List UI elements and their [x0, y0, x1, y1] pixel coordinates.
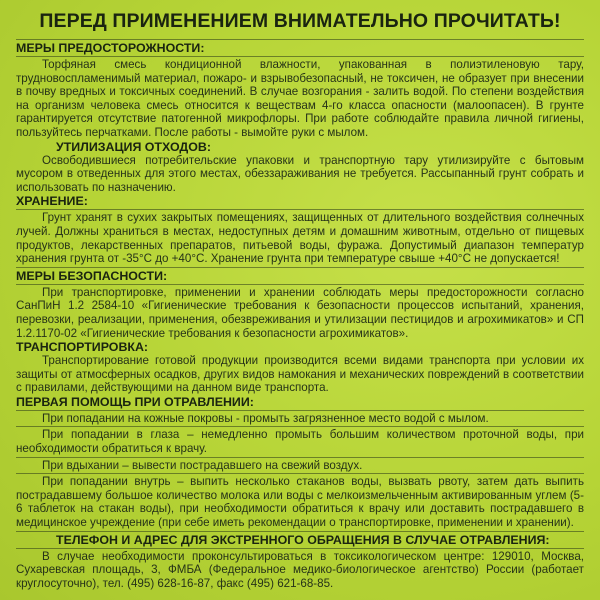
- divider: [16, 39, 584, 40]
- emergency-heading: ТЕЛЕФОН И АДРЕС ДЛЯ ЭКСТРЕННОГО ОБРАЩЕНИЯ В СЛУЧАЕ ОТРАВЛЕНИЯ:: [56, 532, 550, 547]
- divider: [16, 56, 584, 57]
- storage-text: Грунт хранят в сухих закрытых помещениях, защищенных от длительного воздействия солнечных лучей. Должны храниться в местах, недоступных детям и домашним животным, отдельно от пищевых продуктов, лекарственных препаратов, питьевой воды, фуража. Допустимый диапазон температур хранения грунта от -35°С до +40°С. Хранение грунта при температуре свыше +40°С не допускается!: [16, 211, 584, 266]
- page-title: ПЕРЕД ПРИМЕНЕНИЕМ ВНИМАТЕЛЬНО ПРОЧИТАТЬ!: [39, 10, 561, 32]
- safety-heading: МЕРЫ БЕЗОПАСНОСТИ:: [16, 268, 168, 283]
- emergency-text: В случае необходимости проконсультироваться в токсикологическом центре: 129010, Москва, Сухаревская площадь, 3, ФМБА (Федеральное медико-биологическое агентство) России (работает круглосуточно), тел. (495) 628-16-87, факс (495) 621-68-85.: [16, 549, 584, 590]
- section-first-aid: [16, 395, 584, 530]
- section-disposal: [16, 140, 584, 195]
- section-safety: [16, 267, 584, 340]
- divider: [16, 426, 584, 427]
- first-aid-heading: ПЕРВАЯ ПОМОЩЬ ПРИ ОТРАВЛЕНИИ:: [16, 394, 254, 409]
- divider: [16, 457, 584, 458]
- transport-text: Транспортирование готовой продукции производится всеми видами транспорта при условии их защиты от атмосферных осадков, других видов намокания и механических повреждений в соответствии с правилами, действующими на данном виде транспорта.: [16, 354, 584, 395]
- first-aid-ingest: При попадании внутрь – выпить несколько стаканов воды, вызвать рвоту, затем дать выпить пострадавшему большое количество молока или воды с мелкоизмельченным активированным углем (5-6 таблеток на стакан воды), при необходимости обратиться к врачу или доставить пострадавшего в медицинское учреждение (при себе иметь рекомендации о транспортировке, применении и хранении).: [16, 475, 584, 530]
- section-storage: [16, 194, 584, 265]
- section-transport: [16, 340, 584, 395]
- disposal-heading: УТИЛИЗАЦИЯ ОТХОДОВ:: [56, 139, 211, 154]
- divider: [16, 410, 584, 411]
- divider: [16, 531, 584, 532]
- safety-text: При транспортировке, применении и хранении соблюдать меры предосторожности согласно СанПиН 1.2 2584-10 «Гигиенические требования к безопасности процессов испытаний, хранения, перевозки, реализации, применения, обезвреживания и утилизации пестицидов и агрохимикатов» и СП 1.2.1170-02 «Гигиенические требования к безопасности агрохимикатов».: [16, 285, 584, 340]
- divider: [16, 473, 584, 474]
- section-precautions: [16, 39, 584, 140]
- precautions-text: Торфяная смесь кондиционной влажности, упакованная в полиэтиленовую тару, трудновоспламенимый материал, пожаро- и взрывобезопасный, не токсичен, не образует при внесении в почву вредных и токсичных соединений. В случае возгорания - залить водой. По степени воздействия на организм человека смесь относится к веществам 4-го класса опасности (малоопасен). В грунте гарантируется отсутствие патогенной микрофлоры. При работе соблюдайте правила личной гигиены, пользуйтесь перчатками. После работы - вымойте руки с мылом.: [16, 58, 584, 139]
- transport-heading: ТРАНСПОРТИРОВКА:: [16, 340, 149, 355]
- precautions-heading: МЕРЫ ПРЕДОСТОРОЖНОСТИ:: [16, 41, 205, 55]
- first-aid-inhale: При вдыхании – вывести пострадавшего на свежий воздух.: [42, 458, 363, 472]
- first-aid-eyes: При попадании в глаза – немедленно промыть большим количеством проточной воды, при необходимости обратиться к врачу.: [16, 428, 584, 456]
- section-emergency: [16, 531, 584, 591]
- first-aid-skin: При попадании на кожные покровы - промыть загрязненное место водой с мылом.: [42, 411, 489, 425]
- divider: [16, 284, 584, 285]
- divider: [16, 548, 584, 549]
- divider: [16, 267, 584, 268]
- storage-heading: ХРАНЕНИЕ:: [16, 194, 88, 209]
- divider: [16, 209, 584, 210]
- disposal-text: Освободившиеся потребительские упаковки и транспортную тару утилизируйте с бытовым мусором в отведенных для этого местах, обеззараживания не требуется. Рассыпанный грунт собрать и использовать по назначению.: [16, 153, 584, 194]
